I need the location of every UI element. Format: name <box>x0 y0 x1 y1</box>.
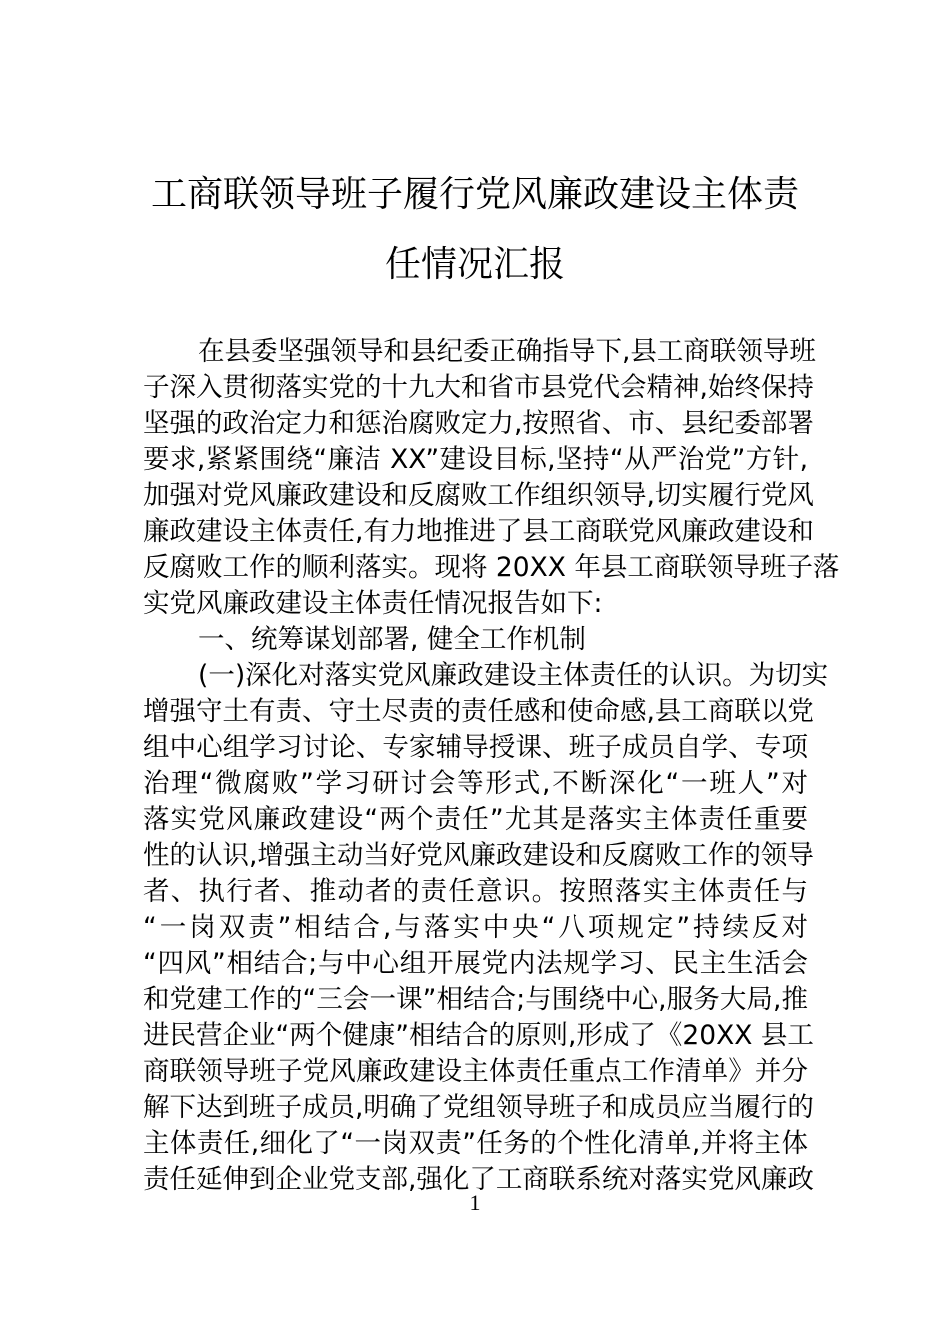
text-line: 组中心组学习讨论、专家辅导授课、班子成员自学、专项 <box>143 732 808 763</box>
text-line: 责任延伸到企业党支部,强化了工商联系统对落实党风廉政 <box>143 1164 814 1195</box>
text-line: 进民营企业“两个健康”相结合的原则,形成了《20XX 县工 <box>143 1020 814 1051</box>
text-line: 反腐败工作的顺利落实。现将 20XX 年县工商联领导班子落 <box>143 552 840 583</box>
text-line: 性的认识,增强主动当好党风廉政建设和反腐败工作的领导 <box>143 840 814 871</box>
text-line: 坚强的政治定力和惩治腐败定力,按照省、市、县纪委部署 <box>143 408 814 439</box>
text-line: 落实党风廉政建设“两个责任”尤其是落实主体责任重要 <box>143 804 808 835</box>
text-line: 主体责任,细化了“一岗双责”任务的个性化清单,并将主体 <box>143 1128 808 1159</box>
document-body <box>143 334 840 1198</box>
text-line: 要求,紧紧围绕“廉洁 XX”建设目标,坚持“从严治党”方针, <box>143 444 808 475</box>
text-line: 和党建工作的“三会一课”相结合;与围绕中心,服务大局,推 <box>143 984 808 1015</box>
text-line: 廉政建设主体责任,有力地推进了县工商联党风廉政建设和 <box>143 516 814 547</box>
text-line: 子深入贯彻落实党的十九大和省市县党代会精神,始终保持 <box>143 372 814 403</box>
text-line: (一)深化对落实党风廉政建设主体责任的认识。为切实 <box>198 660 829 691</box>
text-line: 增强守土有责、守土尽责的责任感和使命感,县工商联以党 <box>143 696 814 727</box>
document-title-line-1: 工商联领导班子履行党风廉政建设主体责 <box>150 174 799 215</box>
page-number: 1 <box>469 1190 481 1215</box>
text-line: 实党风廉政建设主体责任情况报告如下: <box>143 588 603 619</box>
text-line: “四风”相结合;与中心组开展党内法规学习、民主生活会 <box>143 948 808 979</box>
text-line: 加强对党风廉政建设和反腐败工作组织领导,切实履行党风 <box>143 480 814 511</box>
text-line: 解下达到班子成员,明确了党组领导班子和成员应当履行的 <box>143 1092 814 1123</box>
text-line: 治理“微腐败”学习研讨会等形式,不断深化“一班人”对 <box>143 768 808 799</box>
document-title-line-2: 任情况汇报 <box>384 244 565 285</box>
text-line: 一、统筹谋划部署, 健全工作机制 <box>198 624 586 655</box>
text-line: 者、执行者、推动者的责任意识。按照落实主体责任与 <box>143 876 808 907</box>
text-line: 在县委坚强领导和县纪委正确指导下,县工商联领导班 <box>198 336 816 367</box>
text-line: “一岗双责”相结合,与落实中央“八项规定”持续反对 <box>143 912 808 943</box>
text-line: 商联领导班子党风廉政建设主体责任重点工作清单》并分 <box>143 1056 808 1087</box>
